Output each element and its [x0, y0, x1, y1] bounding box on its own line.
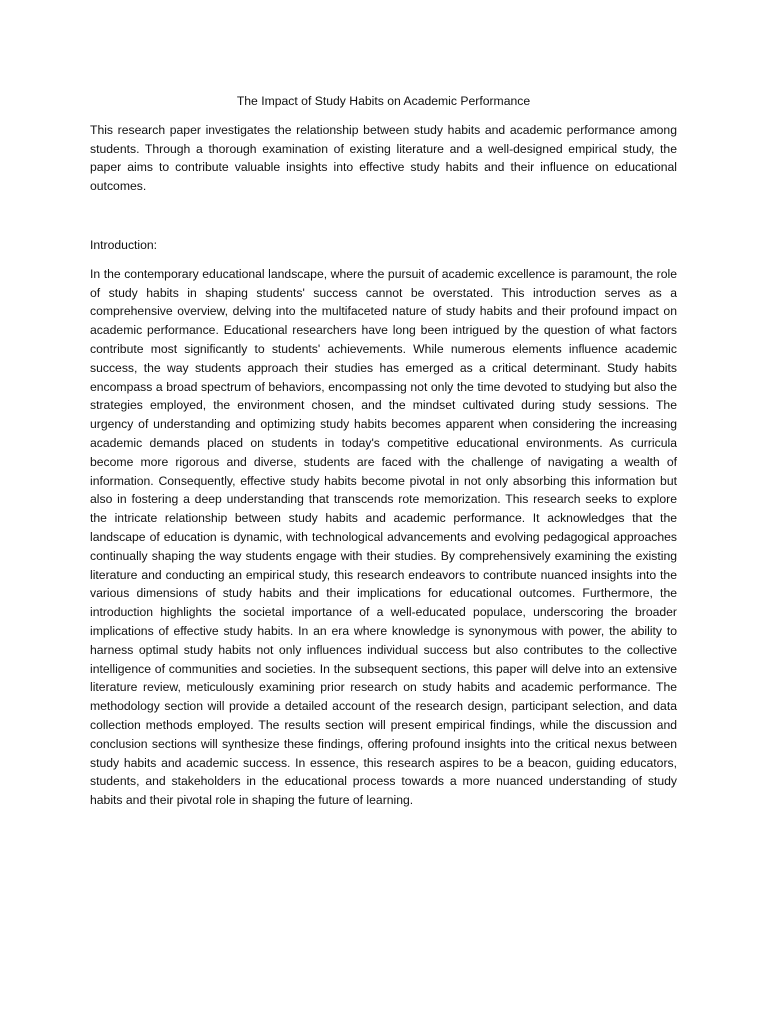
- abstract-paragraph: This research paper investigates the relationship between study habits and academic performance among students. Through a thorough examination of existing literature and a well-designed empirical study, the paper aims to contribute valuable insights into effective study habits and their influence on educational outcomes.: [90, 122, 677, 194]
- document-content: [90, 92, 677, 810]
- introduction-section: [90, 236, 677, 810]
- introduction-paragraph: In the contemporary educational landscape, where the pursuit of academic excellence is paramount, the role of study habits in shaping students' success cannot be overstated. This introduction serves as a comprehensive overview, delving into the multifaceted nature of study habits and their profound impact on academic performance. Educational researchers have long been intrigued by the question of what factors contribute most significantly to students' achievements. While numerous elements influence academic success, the way students approach their studies has emerged as a critical determinant. Study habits encompass a broad spectrum of behaviors, encompassing not only the time devoted to studying but also the strategies employed, the environment chosen, and the mindset cultivated during study sessions. The urgency of understanding and optimizing study habits becomes apparent when considering the increasing academic demands placed on students in today's competitive educational environments. As curricula become more rigorous and diverse, students are faced with the challenge of navigating a wealth of information. Consequently, effective study habits become pivotal in not only absorbing this information but also in fostering a deep understanding that transcends rote memorization. This research seeks to explore the intricate relationship between study habits and academic performance. It acknowledges that the landscape of education is dynamic, with technological advancements and evolving pedagogical approaches continually shaping the way students engage with their studies. By comprehensively examining the existing literature and conducting an empirical study, this research endeavors to contribute nuanced insights into the various dimensions of study habits and their implications for educational outcomes. Furthermore, the introduction highlights the societal importance of a well-educated populace, underscoring the broader implications of effective study habits. In an era where knowledge is synonymous with power, the ability to harness optimal study habits not only influences individual success but also contributes to the collective intelligence of communities and societies. In the subsequent sections, this paper will delve into an extensive literature review, meticulously examining prior research on study habits and academic performance. The methodology section will provide a detailed account of the research design, participant selection, and data collection methods employed. The results section will present empirical findings, while the discussion and conclusion sections will synthesize these findings, offering profound insights into the critical nexus between study habits and academic success. In essence, this research aspires to be a beacon, guiding educators, students, and stakeholders in the educational process towards a more nuanced understanding of study habits and their pivotal role in shaping the future of learning.: [90, 266, 677, 808]
- document-title: The Impact of Study Habits on Academic Performance: [236, 94, 531, 108]
- section-heading-introduction: Introduction:: [90, 237, 158, 252]
